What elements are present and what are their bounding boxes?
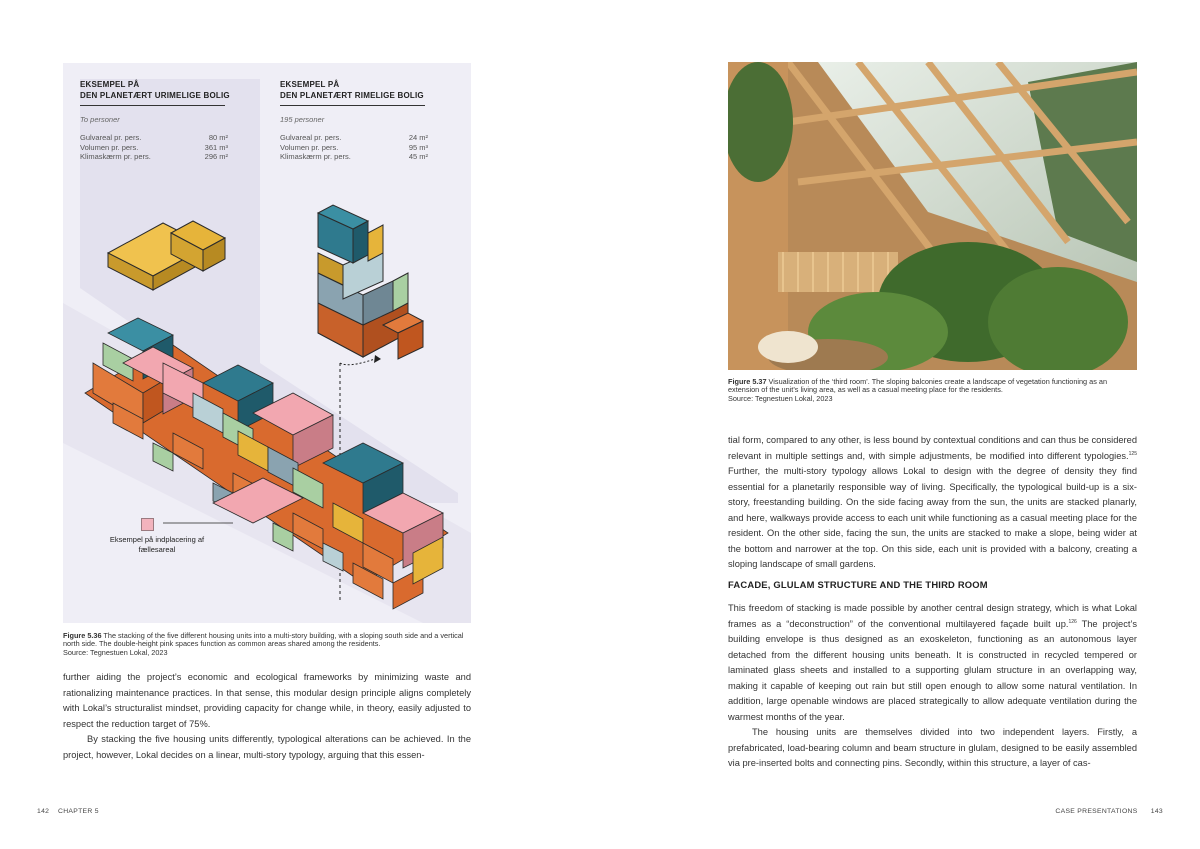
card-divider [280,105,425,106]
stat-row: Klimaskærm pr. pers. 45 m² [280,152,428,161]
card-divider [80,105,225,106]
paragraph: The housing units are themselves divided into two independent layers. Firstly, a prefabricated, load-bearing column and beam structure in glulam, designed to be easily assembled via pre-inserted bolts and connecting pins. Secondly, within this structure, a layer of cas- [728,727,1137,768]
figure-label: Figure 5.37 [728,377,767,386]
card-title: EKSEMPEL PÅ DEN PLANETÆRT RIMELIGE BOLIG [280,80,424,100]
body-text [63,670,471,763]
caption-text: Visualization of the ‘third room’. The sloping balconies create a landscape of vegetation functioning as an extension of the unit’s living area, as well as a casual meeting place for the residents. [728,377,1107,395]
body-text [728,601,1137,772]
figure-label: Figure 5.36 [63,631,102,640]
card-unreasonable-housing [80,79,258,379]
third-room-photo [728,62,1137,370]
greenhouse-image [728,62,1137,370]
caption-text: The stacking of the five different housing units into a multi-story building, with a sloping south side and a vertical north side. The double-height pink spaces function as common areas shared among the residents. [63,631,464,649]
caption-source: Source: Tegnestuen Lokal, 2023 [728,393,833,403]
figure-caption [728,378,1137,403]
card-subtitle: 195 personer [280,115,325,124]
paragraph: tial form, compared to any other, is less bound by contextual conditions and can thus be considered relevant in multiple settings and, with simple adjustments, be modified into different typologies.$^{125}$ Further, the multi-story typology allows Lokal to design with the degree of density they find essential for a planetarily responsible way of living. Specifically, the typological build-up is a six-story, freestanding building. On the side facing away from the sun, the units are stacked planarly, and here, walkways provide access to each unit while functioning as a casual meeting place for the resident. On the other side, facing the sun, the units are stacked to make a slope, being wider at the bottom and narrower at the top. On this side, each unit is provided with a balcony, creating a sloping landscape of small gardens. [728,435,1137,569]
page-number: 142 [37,808,50,815]
card-title: EKSEMPEL PÅ DEN PLANETÆRT URIMELIGE BOLIG [80,80,230,100]
card-subtitle: To personer [80,115,120,124]
page-footer [37,808,99,815]
section-label: CASE PRESENTATIONS [1055,808,1138,815]
page-number: 143 [1150,808,1163,815]
chapter-label: CHAPTER 5 [58,808,99,815]
stat-row: Gulvareal pr. pers. 24 m² [280,133,428,142]
stat-row: Gulvareal pr. pers. 80 m² [80,133,228,142]
card-reasonable-housing [280,79,458,379]
page-footer [1055,808,1163,815]
legend-label: Eksempel på indplacering af fællesareal [109,535,205,554]
caption-source: Source: Tegnestuen Lokal, 2023 [63,647,168,657]
paragraph: By stacking the five housing units differently, typological alterations can be achieved. In the project, however, Lokal decides on a linear, multi-story typology, arguing that this essen- [63,734,471,760]
common-area-legend-swatch [141,518,154,531]
stat-row: Volumen pr. pers. 361 m³ [80,142,228,152]
paragraph: further aiding the project’s economic and ecological frameworks by minimizing waste and rationalizing maintenance practices. In that sense, this modular design principle aligns completely with Lokal’s structuralist mindset, providing capacity for change while, in theory, easily adjusted to respect the reduction target of 75%. [63,672,471,729]
body-text [728,433,1137,573]
paragraph: This freedom of stacking is made possible by another central design strategy, which is what Lokal frames as a “deconstruction” of the conventional multilayered façade built up.$^{126}$ The project’s building envelope is thus designed as an exoskeleton, functioning as an autonomous layer detached from the different housing units beneath. It is constructed in recycled tempered or laminated glass sheets and installed to a supporting glulam structure in an overlapping way, making it capable of keeping out rain but still open enough to allow some natural ventilation. In addition, large openable windows are placed strategically to allow adequate ventilation during the warmest months of the year. [728,603,1137,722]
stat-row: Volumen pr. pers. 95 m³ [280,142,428,152]
section-heading: FACADE, GLULAM STRUCTURE AND THE THIRD ROOM [728,579,988,590]
figure-caption [63,632,471,657]
figure-5-36 [63,63,471,623]
stat-row: Klimaskærm pr. pers. 296 m² [80,152,228,161]
